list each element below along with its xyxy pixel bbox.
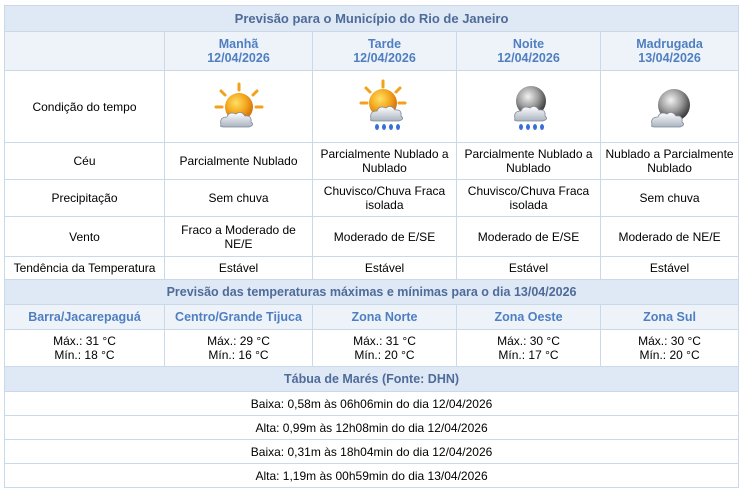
period-date: 12/04/2026 <box>497 51 560 65</box>
temp-min: Mín.: 16 °C <box>208 348 269 362</box>
moon-cloud-drizzle-icon <box>501 79 557 135</box>
tide-row: Baixa: 0,31m às 18h04min do dia 12/04/2026 <box>5 440 739 464</box>
period-name: Tarde <box>367 37 402 51</box>
tides-title: Tábua de Marés (Fonte: DHN) <box>5 367 739 392</box>
period-date: 13/04/2026 <box>638 51 701 65</box>
condition-cell <box>165 71 313 143</box>
period-date: 12/04/2026 <box>353 51 416 65</box>
forecast-panel <box>4 5 738 488</box>
temp-max: Máx.: 30 °C <box>497 334 560 348</box>
tide-row: Alta: 0,99m às 12h08min do dia 12/04/2026 <box>5 416 739 440</box>
period-header-noite <box>457 32 601 71</box>
zone-temps <box>457 330 601 367</box>
zone-header: Zona Sul <box>601 305 739 330</box>
condition-cell <box>313 71 457 143</box>
period-header-tarde <box>313 32 457 71</box>
zone-temps <box>601 330 739 367</box>
temp-min: Mín.: 20 °C <box>354 348 415 362</box>
temp-max: Máx.: 29 °C <box>207 334 270 348</box>
precipitacao-cell: Chuvisco/Chuva Fraca isolada <box>313 180 457 217</box>
tendencia-cell: Estável <box>601 257 739 280</box>
zone-header: Zona Norte <box>313 305 457 330</box>
vento-cell: Moderado de NE/E <box>601 217 739 257</box>
zone-header: Zona Oeste <box>457 305 601 330</box>
period-name: Manhã <box>218 37 259 51</box>
forecast-table <box>4 5 739 488</box>
row-label-vento: Vento <box>5 217 165 257</box>
partly-cloudy-sun-icon <box>211 81 267 133</box>
precipitacao-cell: Sem chuva <box>165 180 313 217</box>
forecast-title: Previsão para o Município do Rio de Janeiro <box>5 6 739 32</box>
temp-min: Mín.: 18 °C <box>54 348 115 362</box>
vento-cell: Moderado de E/SE <box>313 217 457 257</box>
ceu-cell: Nublado a Parcialmente Nublado <box>601 143 739 180</box>
condition-cell <box>601 71 739 143</box>
temps-title: Previsão das temperaturas máximas e mínimas para o dia 13/04/2026 <box>5 280 739 305</box>
condition-cell <box>457 71 601 143</box>
precipitacao-cell: Sem chuva <box>601 180 739 217</box>
moon-cloud-icon <box>642 81 698 133</box>
temp-max: Máx.: 30 °C <box>638 334 701 348</box>
temp-max: Máx.: 31 °C <box>353 334 416 348</box>
temp-max: Máx.: 31 °C <box>53 334 116 348</box>
period-header-manha <box>165 32 313 71</box>
vento-cell: Moderado de E/SE <box>457 217 601 257</box>
corner-cell <box>5 32 165 71</box>
tendencia-cell: Estável <box>165 257 313 280</box>
period-date: 12/04/2026 <box>207 51 270 65</box>
tide-row: Alta: 1,19m às 00h59min do dia 13/04/2026 <box>5 464 739 488</box>
tendencia-cell: Estável <box>457 257 601 280</box>
vento-cell: Fraco a Moderado de NE/E <box>165 217 313 257</box>
ceu-cell: Parcialmente Nublado <box>165 143 313 180</box>
sun-cloud-drizzle-icon <box>357 79 413 135</box>
row-label-ceu: Céu <box>5 143 165 180</box>
zone-temps <box>5 330 165 367</box>
ceu-cell: Parcialmente Nublado a Nublado <box>457 143 601 180</box>
zone-header: Centro/Grande Tijuca <box>165 305 313 330</box>
zone-header: Barra/Jacarepaguá <box>5 305 165 330</box>
row-label-tendencia: Tendência da Temperatura <box>5 257 165 280</box>
zone-temps <box>165 330 313 367</box>
precipitacao-cell: Chuvisco/Chuva Fraca isolada <box>457 180 601 217</box>
row-label-precipitacao: Precipitação <box>5 180 165 217</box>
period-header-madrugada <box>601 32 739 71</box>
temp-min: Mín.: 17 °C <box>498 348 559 362</box>
temp-min: Mín.: 20 °C <box>639 348 700 362</box>
tendencia-cell: Estável <box>313 257 457 280</box>
tide-row: Baixa: 0,58m às 06h06min do dia 12/04/2026 <box>5 392 739 416</box>
row-label-condicao: Condição do tempo <box>5 71 165 143</box>
period-name: Madrugada <box>636 37 703 51</box>
ceu-cell: Parcialmente Nublado a Nublado <box>313 143 457 180</box>
zone-temps <box>313 330 457 367</box>
period-name: Noite <box>512 37 545 51</box>
